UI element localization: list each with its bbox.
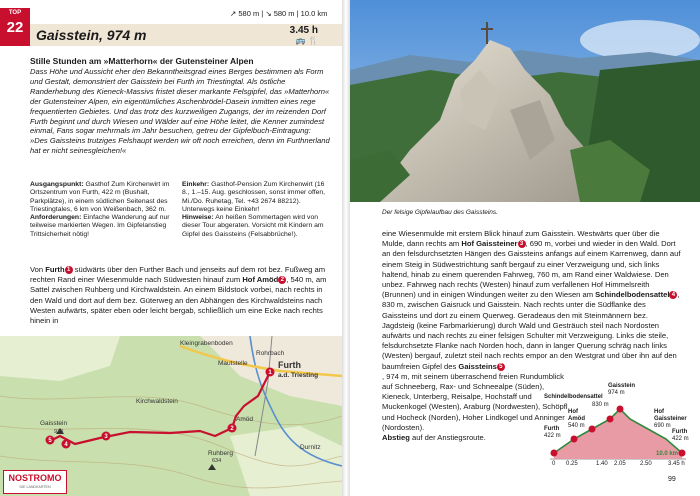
profile-point-5: [617, 406, 624, 413]
photo-drawing: [350, 0, 700, 202]
waypoint-label: 5: [48, 438, 52, 445]
publisher-logo: [3, 470, 67, 494]
text-run: , 690 m, vorbei und wieder in den Wald. Dort an den felsdurchsetzten Hängen des Gaissteins anfangs auf einem Karrenweg, dann auf einem Steig in Südwestrichtung sanft bergauf zu einer Verzweigung und, sich links haltend, hinab zu einem querenden Fahrweg, 760 m, am Rand einer Waldwiese. Den unbez. Fahrweg nach rechts (Westen) hinauf zum verfallenen Hof Himmelsreith (Brunnen) und in einigen Windungen weiter zu den Wiesen am: [382, 239, 681, 300]
map-label-kirchwaldstein: Kirchwaldstein: [136, 398, 178, 405]
map-label-ruhberg: Ruhberg: [208, 450, 233, 457]
fact-notes: Hinweise: An heißen Sommertagen wird von dieser Tour abgeraten. Vorsicht mit Kindern am Gipfel des Gaissteins (Felsabbrüche!).: [182, 214, 324, 238]
summit-cross-bar: [481, 28, 493, 30]
waypoint-label: 3: [104, 434, 108, 441]
profile-label-amoed: Hof Amöd 540 m: [568, 409, 585, 429]
facts-right-column: [182, 181, 328, 239]
summit-photo: [350, 0, 700, 202]
fact-start: Ausgangspunkt: Gasthof Zum Kirchenwirt im Ortszentrum von Furth, 422 m (Bushalt, Parkplätze), in einem südlichen Seitenast des Triestingtales, 6 km von Weißenbach, 362 m.: [30, 181, 170, 213]
route-description-start: [30, 265, 332, 326]
waypoint-label: 4: [64, 442, 68, 449]
fact-requirements: Anforderungen: Einfache Wanderung auf nur teilweise markierten Wegen. Im Gipfelanstieg Trittsicherheit nötig!: [30, 214, 170, 238]
map-label-ruhberg-alt: 634: [212, 458, 222, 464]
text-run: eine Wiesenmulde mit erstem Blick hinauf zum Gaisstein. Westwärts quer über die Mulde, dann rechts am: [382, 229, 660, 249]
map-label-gaisstein-alt: 974: [54, 429, 64, 435]
text-run: , 974 m, mit seinem überraschend freien Rundumblick auf Schneeberg, Rax- und Schneealpe (Süden), Kieneck, Unterberg, Reisalpe, Hochstaff und Muckenkogel (Westen), Araburg (Nordwesten), Schöpfl und Hocheck (Norden), Hoher Lindkogel und Anninger (Nordosten).: [382, 371, 568, 432]
elevation-profile: [544, 381, 694, 473]
map-label-furth-sub: a.d. Triesting: [278, 372, 319, 379]
place-name: Hof Amöd: [242, 275, 279, 285]
profile-label-furth-right: Furth 422 m: [672, 429, 689, 442]
profile-label-gaissteiner: Hof Gaissteiner 690 m: [654, 409, 687, 429]
waypoint-label: 2: [230, 426, 234, 433]
tour-title: Gaisstein, 974 m: [36, 27, 147, 43]
text-run: Von: [30, 265, 46, 274]
profile-label-furth-left: Furth 422 m: [544, 426, 561, 439]
tour-number: 22: [6, 19, 24, 36]
map-label-durnitz: Durnitz: [300, 444, 321, 451]
title-bar: [30, 24, 342, 46]
profile-time-5: 3.45 h: [668, 461, 685, 467]
waypoint-marker: 2: [278, 276, 286, 284]
place-name: Hof Gaissteiner: [461, 239, 518, 249]
tour-icons: [296, 36, 318, 45]
route-text: [382, 229, 682, 372]
bus-icon: 🚌: [295, 36, 306, 45]
waypoint-marker: 4: [669, 291, 677, 299]
place-name: Schindelbodensattel: [595, 290, 670, 300]
map-label-kleingrabenboden: Kleingrabenboden: [180, 340, 233, 347]
facts-left-column: [30, 181, 176, 239]
profile-label-sattel-alt: 830 m: [592, 402, 609, 408]
text-run: , 540 m, am Sattel zwischen Ruhberg und Kirchwaldstein. An einem Bildstock vorbei, nach rechts in den Wald und dort auf dem bez. Güterweg an den Abhängen des Kirchwaldsteins nach Westen aufwärts, später eben oder leicht bergab, schließlich um eine Ecke nach rechts hinein in: [30, 275, 327, 326]
left-page: [0, 0, 342, 496]
tour-badge: [0, 8, 30, 46]
restaurant-icon: 🍴: [308, 36, 318, 45]
waypoint-marker: 3: [518, 240, 526, 248]
profile-point-end: [679, 450, 686, 457]
text-run: , 830 m, zwischen Gaisruck und Gaisstein. Nach rechts unter die Südflanke des Gaissteins und dort zu einem Querweg. Geradeaus den mit Steinmännern bez. Jagdsteig (keine Farbmarkierung) durch Wald und Gesträuch steil nach Nordosten aufwärts und nach rechts zu einer felsigen Schulter mit Verzweigung. Links die steile, felsdurchsetzte Flanke nach Norden hoch, dann in langer Querung schräg nach links (Westen) bergauf, zuletzt steil nach rechts empor an den Westgrat und über ihn auf den baumfreien Gipfel des: [382, 290, 680, 371]
profile-point-2: [571, 436, 578, 443]
profile-label-sattel: Schindelbodensattel: [544, 394, 603, 400]
profile-point-1: [551, 450, 558, 457]
summit-cross-pole: [486, 22, 488, 44]
waypoint-label: 1: [268, 370, 272, 377]
tour-stats: ↗ 580 m | ↘ 580 m | 10.0 km: [230, 9, 328, 18]
profile-point-4: [607, 416, 614, 423]
profile-label-gaisstein: Gaisstein 974 m: [608, 383, 636, 396]
map-label-rohrbach: Rohrbach: [256, 350, 285, 357]
tour-duration: 3.45 h: [289, 25, 318, 36]
place-name: Furth: [45, 265, 65, 274]
page-number-right: 99: [668, 476, 676, 483]
map-label-amoed: Amöd: [236, 416, 253, 423]
map-label-gaisstein: Gaisstein: [40, 420, 68, 427]
place-name: Abstieg: [382, 433, 410, 443]
waypoint-marker: 5: [497, 363, 505, 371]
waypoint-marker: 1: [65, 266, 73, 274]
profile-time-4: 2.50: [640, 461, 652, 467]
profile-time-1: 0.25: [566, 461, 578, 467]
right-page: [350, 0, 700, 496]
top-label: TOP: [8, 10, 22, 16]
tour-subtitle: Stille Stunden am »Matterhorn« der Gutensteiner Alpen: [30, 56, 254, 66]
logo-text: NOSTROMO: [8, 473, 62, 483]
logo-subtext: DIE LANDKARTEN: [19, 485, 51, 489]
fact-stop: Einkehr: Gasthof-Pension Zum Kirchenwirt (16 8., 1.–15. Aug. geschlossen, sonst immer offen, Mi./Do. Ruhetag, Tel. +43 2674 88212). Unterwegs keine Einkehr!: [182, 181, 326, 213]
map-label-furth: Furth: [278, 360, 301, 370]
profile-time-2: 1.40: [596, 461, 608, 467]
profile-point-3: [589, 426, 596, 433]
place-name: Gaissteins: [458, 361, 497, 371]
profile-distance: 10.0 km: [656, 451, 679, 457]
map-label-mautstelle: Mautstelle: [218, 360, 248, 367]
text-run: auf der Anstiegsroute.: [409, 433, 486, 443]
profile-time-0: 0: [552, 461, 556, 467]
tour-intro: Dass Höhe und Aussicht eher den Bekanntheitsgrad eines Berges bestimmen als Form und Gestalt, demonstriert der Gaisstein bei Furth im Triestingtal. Als östliche Randerhebung des Kieneck-Massivs fristet dieser markante Felsgipfel, das »Matterhorn« der Gutensteiner Alpen, ein eigentümliches Aschenbrödel-Dasein inmitten eines rege frequentierten Gebietes. Und das trotz des kurzweiligen Zugangs, der im reizenden Dorf Furth beginnt und durch Wiesen und Wälder auf eine Höhe leitet, die Kenner zumindest einmal, Fans sogar mehrmals im Jahr besuchen, getreu der Gipfelbuch-Eintragung: »Des Gaissteins trutziges Felshaupt werden wir oft noch erreichen, denn im Furthnerland hat er nicht seinesgleichen!«: [30, 67, 330, 156]
text-run: südwärts über den Further Bach und jenseits auf dem rot bez. Fußweg am rechten Rand einer Wiesenmulde nach Südwesten hinauf zum: [30, 265, 326, 285]
profile-time-3: 2.05: [614, 461, 626, 467]
photo-caption: Der felsige Gipfelaufbau des Gaissteins.: [382, 209, 498, 216]
book-gutter: [342, 0, 350, 496]
route-map: [0, 336, 342, 496]
